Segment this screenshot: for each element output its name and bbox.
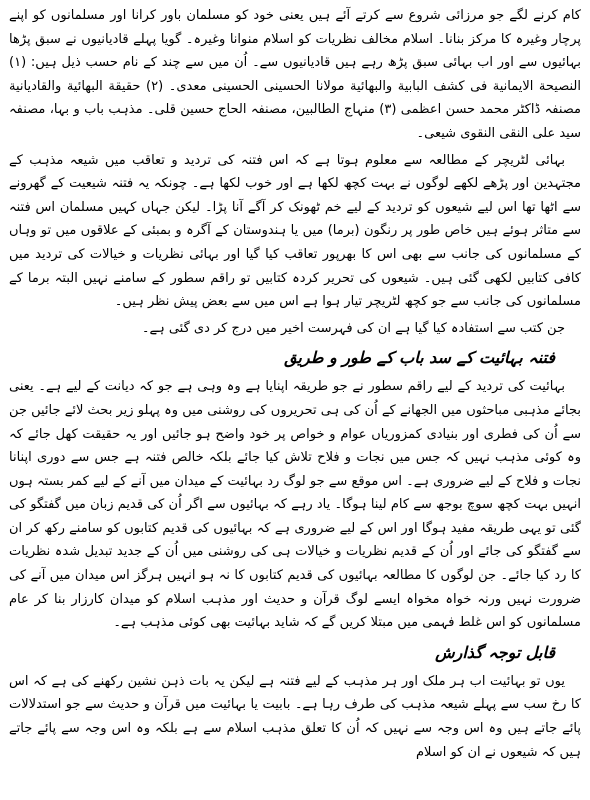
- section-heading-request: قابل توجہ گذارش: [435, 642, 555, 662]
- paragraph-sources-note: جن کتب سے استفادہ کیا گیا ہے ان کی فہرست اخیر میں درج کر دی گئی ہے۔: [141, 320, 565, 336]
- request-section: [9, 670, 581, 764]
- paragraph-request: یوں تو بہائیت اب ہر ملک اور ہر مذہب کے لیے فتنہ ہے لیکن یہ بات ذہن نشین رکھنے کی ہے کہ اس کا رخ سب سے پہلے شیعہ مذہب کی طرف رہا ہے۔ بابیت یا بہائیت میں قرآن و حدیث سے جو استدلالات پائے جاتے ہیں وہ اس وجہ سے نہیں کہ اُن کا تعلق مذہب اسلام سے ہے بلکہ وہ اس وجہ سے پائے جاتے ہیں کہ شیعوں نے ان کو اسلام: [9, 673, 581, 760]
- paragraph-literature-review: بہائی لٹریچر کے مطالعہ سے معلوم ہوتا ہے کہ اس فتنہ کی تردید و تعاقب میں شیعہ مذہب کے مجتہدین اور پڑھے لکھے لوگوں نے بہت کچھ لکھا ہے اور خوب لکھا ہے۔ چونکہ یہ فتنہ شیعیت کے گھرونے سے اٹھا تھا اس لیے شیعوں کو تردید کے لیے خم ٹھونک کر آگے آنا پڑا۔ لیکن جہاں کہیں مسلمان اس فتنہ سے متاثر ہوئے ہیں خاص طور پر رنگون (برما) میں یا ہندوستان کے آگرہ و بمبئی کے علاقوں میں تو وہاں کے مسلمانوں کی جانب سے بھی اس کا بھرپور تعاقب کیا گیا اور بہائی نظریات و خیالات کی تردید میں کافی کتابیں لکھی گئی ہیں۔ شیعوں کی تحریر کردہ کتابیں تو راقم سطور کے سامنے نہیں البتہ برما کے مسلمانوں کی جانب سے جو کچھ لٹریچر تیار ہوا ہے اس میں سے بعض پیش نظر ہیں۔: [9, 152, 581, 310]
- paragraph-continuation: کام کرنے لگے جو مرزائی شروع سے کرتے آئے ہیں یعنی خود کو مسلمان باور کرانا اور مسلمانوں کو اپنے پرچار وغیرہ کا مرکز بنانا۔ اسلام مخالف نظریات کو اسلام منوانا وغیرہ۔ گویا پہلے قادیانیوں نے سبق پڑھا بہائیوں سے اور اب بہائی سبق پڑھ رہے ہیں قادیانیوں سے۔ اُن میں سے چند کے نام حسب ذیل ہیں: (۱) النصیحة الایمانیة فی کشف البابیة والبهائیة مولانا الحسینی الحسینی معدی۔ (۲) حقیقة البهائیة والقادیانیة مصنفہ ڈاکٹر محمد حسن اعظمی (۳) منہاج الطالبین، مصنفہ الحاج حسین قلی۔ مذہب باب و بہا، مصنفہ سید علی النقی النقوی شیعی۔: [9, 8, 581, 141]
- section-heading-methods: فتنہ بہائیت کے سد باب کے طور و طریق: [284, 348, 555, 368]
- methods-section: [9, 375, 581, 635]
- paragraph-methods: بہائیت کی تردید کے لیے راقم سطور نے جو طریقہ اپنایا ہے وہ وہی ہے جو کہ دیانت کے لیے ہے۔ یعنی بجائے مذہبی مباحثوں میں الجھانے کے اُن کی ہی تحریروں کی روشنی میں وہ پہلو زیر بحث لائے جائیں جن سے اُن کی فطری اور بنیادی کمزوریاں عوام و خواص پر خود واضح ہو جائیں اور یہ حقیقت کھل جائے کہ وہ کوئی مذہب نہیں کہ جس میں نجات و فلاح تلاش کیا جائے بلکہ خالص فتنہ ہے جس سے دوری اپنانا نجات و فلاح کے لیے ضروری ہے۔ اس موقع سے جو لوگ رد بہائیت کے میدان میں آنے کے لیے کمر بستہ ہوں انہیں بہت کچھ سوچ بوجھ سے کام لینا ہوگا۔ یاد رہے کہ بہائیوں سے اگر اُن کی قدیم زبان میں گفتگو کی گئی تو یہی طریقہ مفید ہوگا اور اس کے لیے ضروری ہے کہ بہائیوں کی قدیم کتابوں کو سامنے رکھ کر ان سے گفتگو کی جائے اور اُن کے قدیم نظریات و خیالات ہی کی روشنی میں اُن کے جدید تبدیل شدہ نظریات کا رد کیا جائے۔ جن لوگوں کا مطالعہ بہائیوں کی قدیم کتابوں کا نہ ہو انہیں ہرگز اس میدان میں آنے کی ضرورت نہیں ورنہ خواہ مخواہ ایسے لوگ قرآن و حدیث اور مذہب اسلام کو میدان کارزار بنا کر عام مسلمانوں کو اس غلط فہمی میں مبتلا کریں گے کہ شاید بہائیت بھی کوئی مذہب ہے۔: [9, 379, 581, 631]
- intro-section: [9, 4, 581, 340]
